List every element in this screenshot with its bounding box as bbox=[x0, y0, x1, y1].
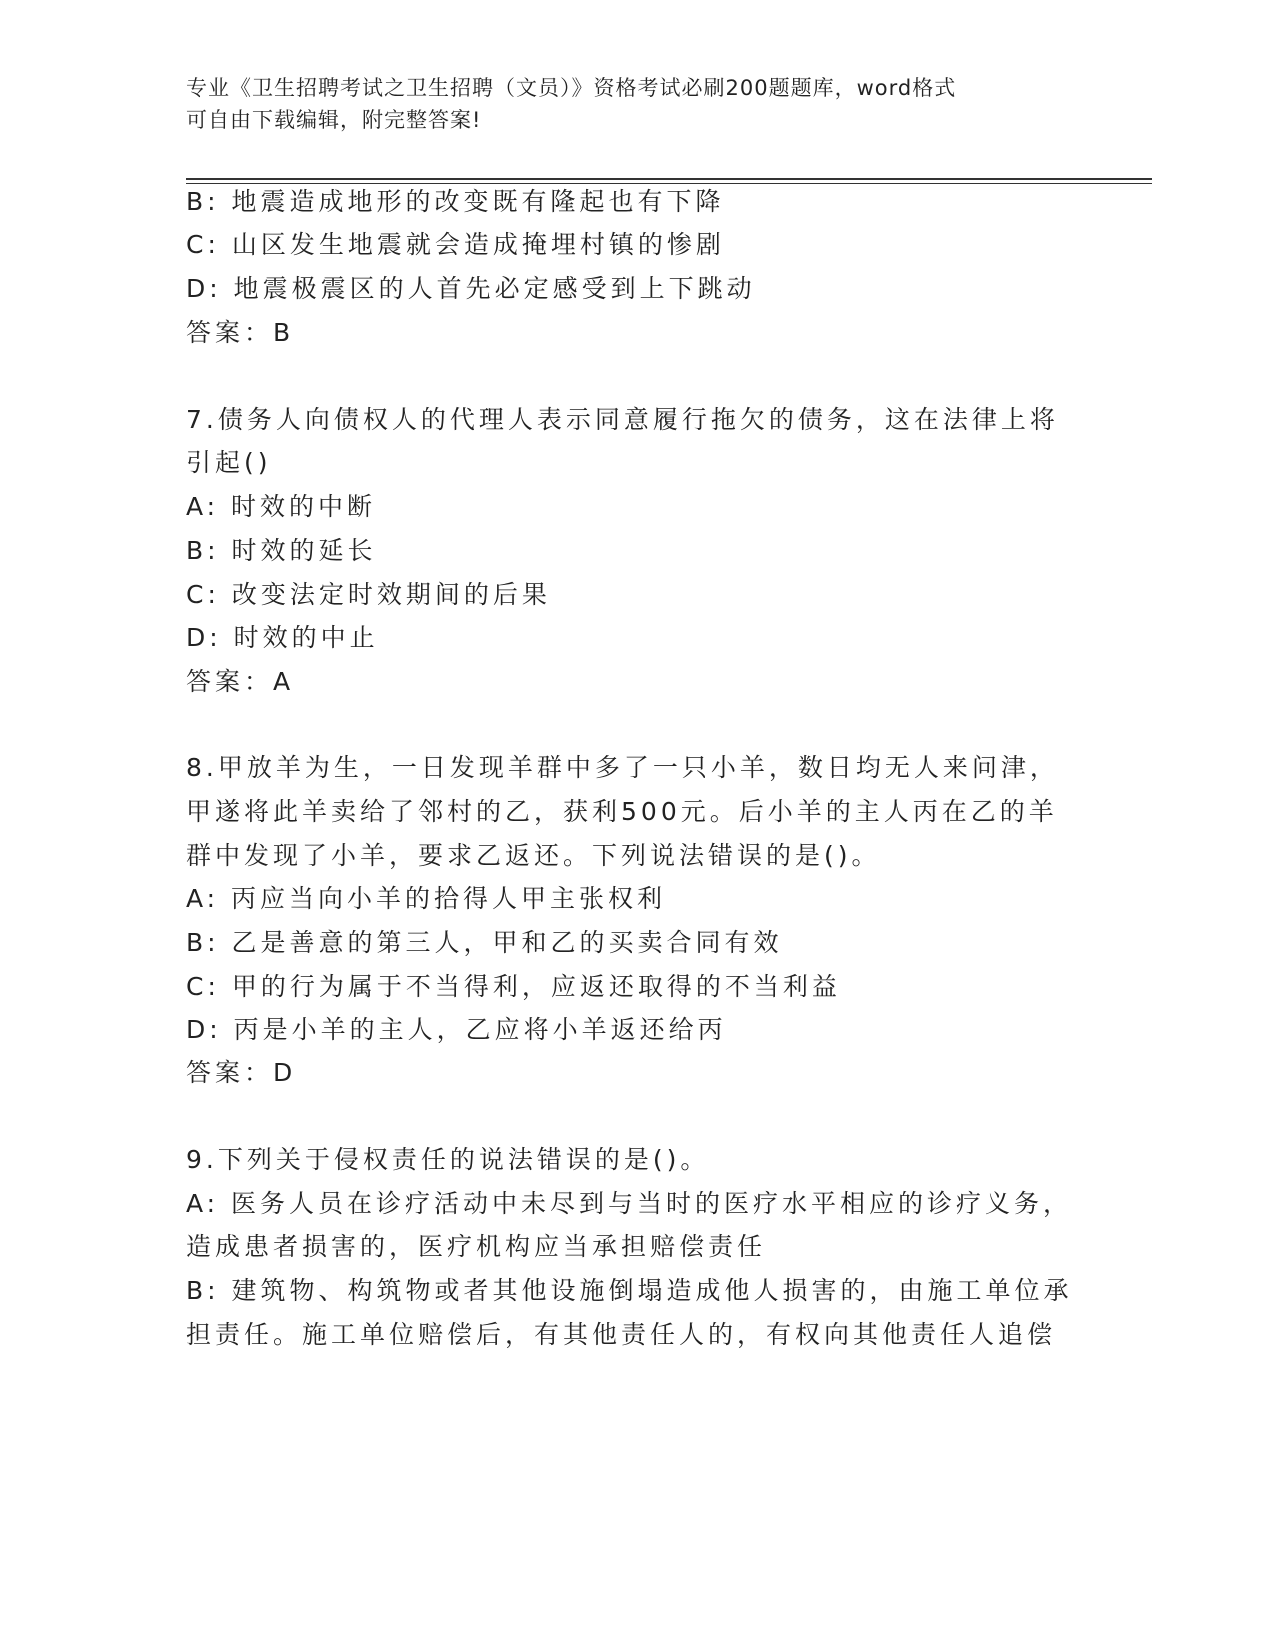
q8-stem-line-1: 8.甲放羊为生，一日发现羊群中多了一只小羊，数日均无人来问津， bbox=[186, 753, 1059, 782]
q6-option-c: C: 山区发生地震就会造成掩埋村镇的惨剧 bbox=[186, 230, 725, 259]
q7-option-d: D: 时效的中止 bbox=[186, 623, 379, 652]
q8-stem-line-3: 群中发现了小羊，要求乙返还。下列说法错误的是()。 bbox=[186, 841, 881, 870]
header-divider-thin bbox=[186, 183, 1152, 184]
q7-option-b: B: 时效的延长 bbox=[186, 536, 377, 565]
q6-answer: 答案：B bbox=[186, 318, 295, 347]
q6-option-d: D: 地震极震区的人首先必定感受到上下跳动 bbox=[186, 274, 756, 303]
header-line-2: 可自由下载编辑，附完整答案! bbox=[186, 108, 482, 132]
q8-answer: 答案：D bbox=[186, 1058, 297, 1087]
q9-option-a-line-2: 造成患者损害的，医疗机构应当承担赔偿责任 bbox=[186, 1232, 767, 1261]
q9-stem-line-1: 9.下列关于侵权责任的说法错误的是()。 bbox=[186, 1145, 710, 1174]
q6-option-b: B: 地震造成地形的改变既有隆起也有下降 bbox=[186, 187, 725, 216]
q9-option-b-line-2: 担责任。施工单位赔偿后，有其他责任人的，有权向其他责任人追偿 bbox=[186, 1320, 1057, 1349]
q8-option-d: D: 丙是小羊的主人，乙应将小羊返还给丙 bbox=[186, 1015, 727, 1044]
q7-stem-line-2: 引起() bbox=[186, 448, 272, 477]
q9-option-a-line-1: A: 医务人员在诊疗活动中未尽到与当时的医疗水平相应的诊疗义务， bbox=[186, 1189, 1073, 1218]
q8-option-c: C: 甲的行为属于不当得利，应返还取得的不当利益 bbox=[186, 972, 841, 1001]
header-line-1: 专业《卫生招聘考试之卫生招聘（文员）》资格考试必刷200题题库，word格式 bbox=[186, 76, 957, 100]
q8-stem-line-2: 甲遂将此羊卖给了邻村的乙，获利500元。后小羊的主人丙在乙的羊 bbox=[186, 797, 1058, 826]
header-divider-thick bbox=[186, 178, 1152, 180]
q9-option-b-line-1: B: 建筑物、构筑物或者其他设施倒塌造成他人损害的，由施工单位承 bbox=[186, 1276, 1073, 1305]
q7-answer: 答案：A bbox=[186, 667, 295, 696]
document-header bbox=[186, 72, 1086, 136]
q7-stem-line-1: 7.债务人向债权人的代理人表示同意履行拖欠的债务，这在法律上将 bbox=[186, 405, 1059, 434]
q8-option-a: A: 丙应当向小羊的拾得人甲主张权利 bbox=[186, 884, 667, 913]
q7-option-a: A: 时效的中断 bbox=[186, 492, 377, 521]
q8-option-b: B: 乙是善意的第三人，甲和乙的买卖合同有效 bbox=[186, 928, 783, 957]
q7-option-c: C: 改变法定时效期间的后果 bbox=[186, 580, 551, 609]
